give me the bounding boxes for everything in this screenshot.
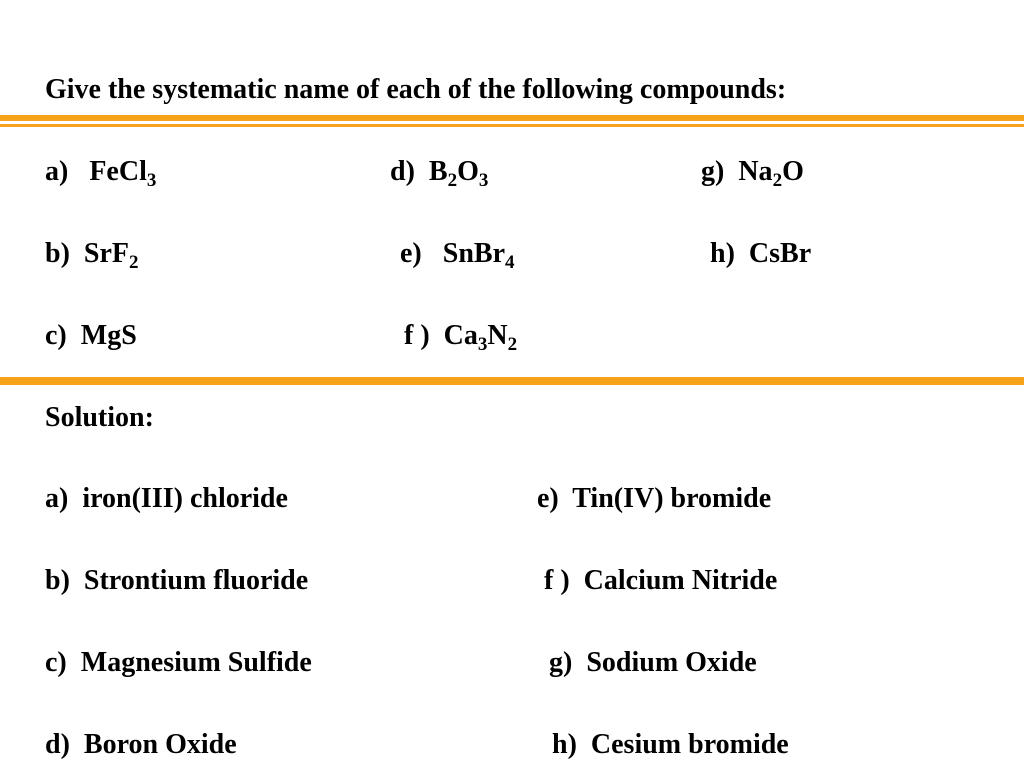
formula-subscript: 2 [507, 334, 518, 355]
formula-subscript: 2 [447, 170, 458, 191]
formula-subscript: 3 [477, 334, 488, 355]
question-item-a [45, 155, 156, 189]
chemical-formula [81, 320, 137, 351]
item-label: a) [45, 156, 69, 187]
formula-text: O [457, 156, 479, 187]
chemical-formula [83, 238, 139, 273]
answer-label: h) [552, 729, 577, 760]
question-item-h [710, 237, 811, 271]
formula-subscript: 2 [772, 170, 783, 191]
answer-label: f ) [544, 565, 570, 596]
item-label: c) [45, 320, 67, 351]
answer-b [45, 564, 308, 598]
item-label: g) [701, 156, 725, 187]
answer-label: d) [45, 729, 70, 760]
question-item-f [404, 319, 517, 353]
answer-name: Calcium Nitride [583, 565, 778, 596]
answer-label: g) [549, 647, 573, 678]
chemical-formula [89, 156, 157, 191]
answer-a [45, 482, 288, 516]
item-label: f ) [404, 320, 430, 351]
formula-text: N [487, 320, 508, 351]
answer-name: Sodium Oxide [586, 647, 757, 678]
answer-c [45, 646, 312, 680]
answer-name: Strontium fluoride [83, 565, 309, 596]
question-item-g [701, 155, 804, 189]
divider-middle [0, 377, 1024, 385]
formula-text: FeCl [89, 156, 147, 187]
divider-top-thick [0, 115, 1024, 121]
answer-label: e) [537, 483, 559, 514]
item-label: b) [45, 238, 70, 269]
answer-name: Cesium bromide [590, 729, 789, 760]
chemical-formula [749, 238, 811, 269]
formula-text: Ca [443, 320, 478, 351]
answer-h [552, 728, 789, 762]
answer-label: b) [45, 565, 70, 596]
chemical-formula [443, 320, 518, 355]
answer-name: iron(III) chloride [82, 483, 288, 514]
chemical-formula [428, 156, 489, 191]
answer-d [45, 728, 237, 762]
formula-text: B [428, 156, 448, 187]
formula-text: SrF [83, 238, 130, 269]
answer-f [544, 564, 777, 598]
formula-subscript: 3 [146, 170, 157, 191]
formula-subscript: 2 [129, 252, 139, 273]
divider-top-thin [0, 124, 1024, 127]
answer-name: Magnesium Sulfide [80, 647, 312, 678]
item-label: d) [390, 156, 415, 187]
question-heading: Give the systematic name of each of the following compounds: [45, 74, 787, 105]
formula-text: MgS [80, 320, 137, 351]
chemical-formula [442, 238, 515, 273]
answer-e [537, 482, 771, 516]
question-item-d [390, 155, 488, 189]
answer-label: c) [45, 647, 67, 678]
answer-name: Tin(IV) bromide [572, 483, 772, 514]
formula-subscript: 3 [478, 170, 489, 191]
item-label: e) [400, 238, 422, 269]
formula-subscript: 4 [505, 252, 515, 273]
formula-text: SnBr [442, 238, 506, 269]
item-label: h) [710, 238, 735, 269]
answer-g [549, 646, 757, 680]
chemical-formula [738, 156, 804, 191]
question-item-e [400, 237, 515, 271]
question-item-b [45, 237, 139, 271]
formula-text: Na [738, 156, 773, 187]
formula-text: CsBr [748, 238, 812, 269]
answer-label: a) [45, 483, 69, 514]
solution-heading: Solution: [45, 402, 154, 433]
formula-text: O [782, 156, 804, 187]
question-item-c [45, 319, 137, 353]
answer-name: Boron Oxide [83, 729, 237, 760]
